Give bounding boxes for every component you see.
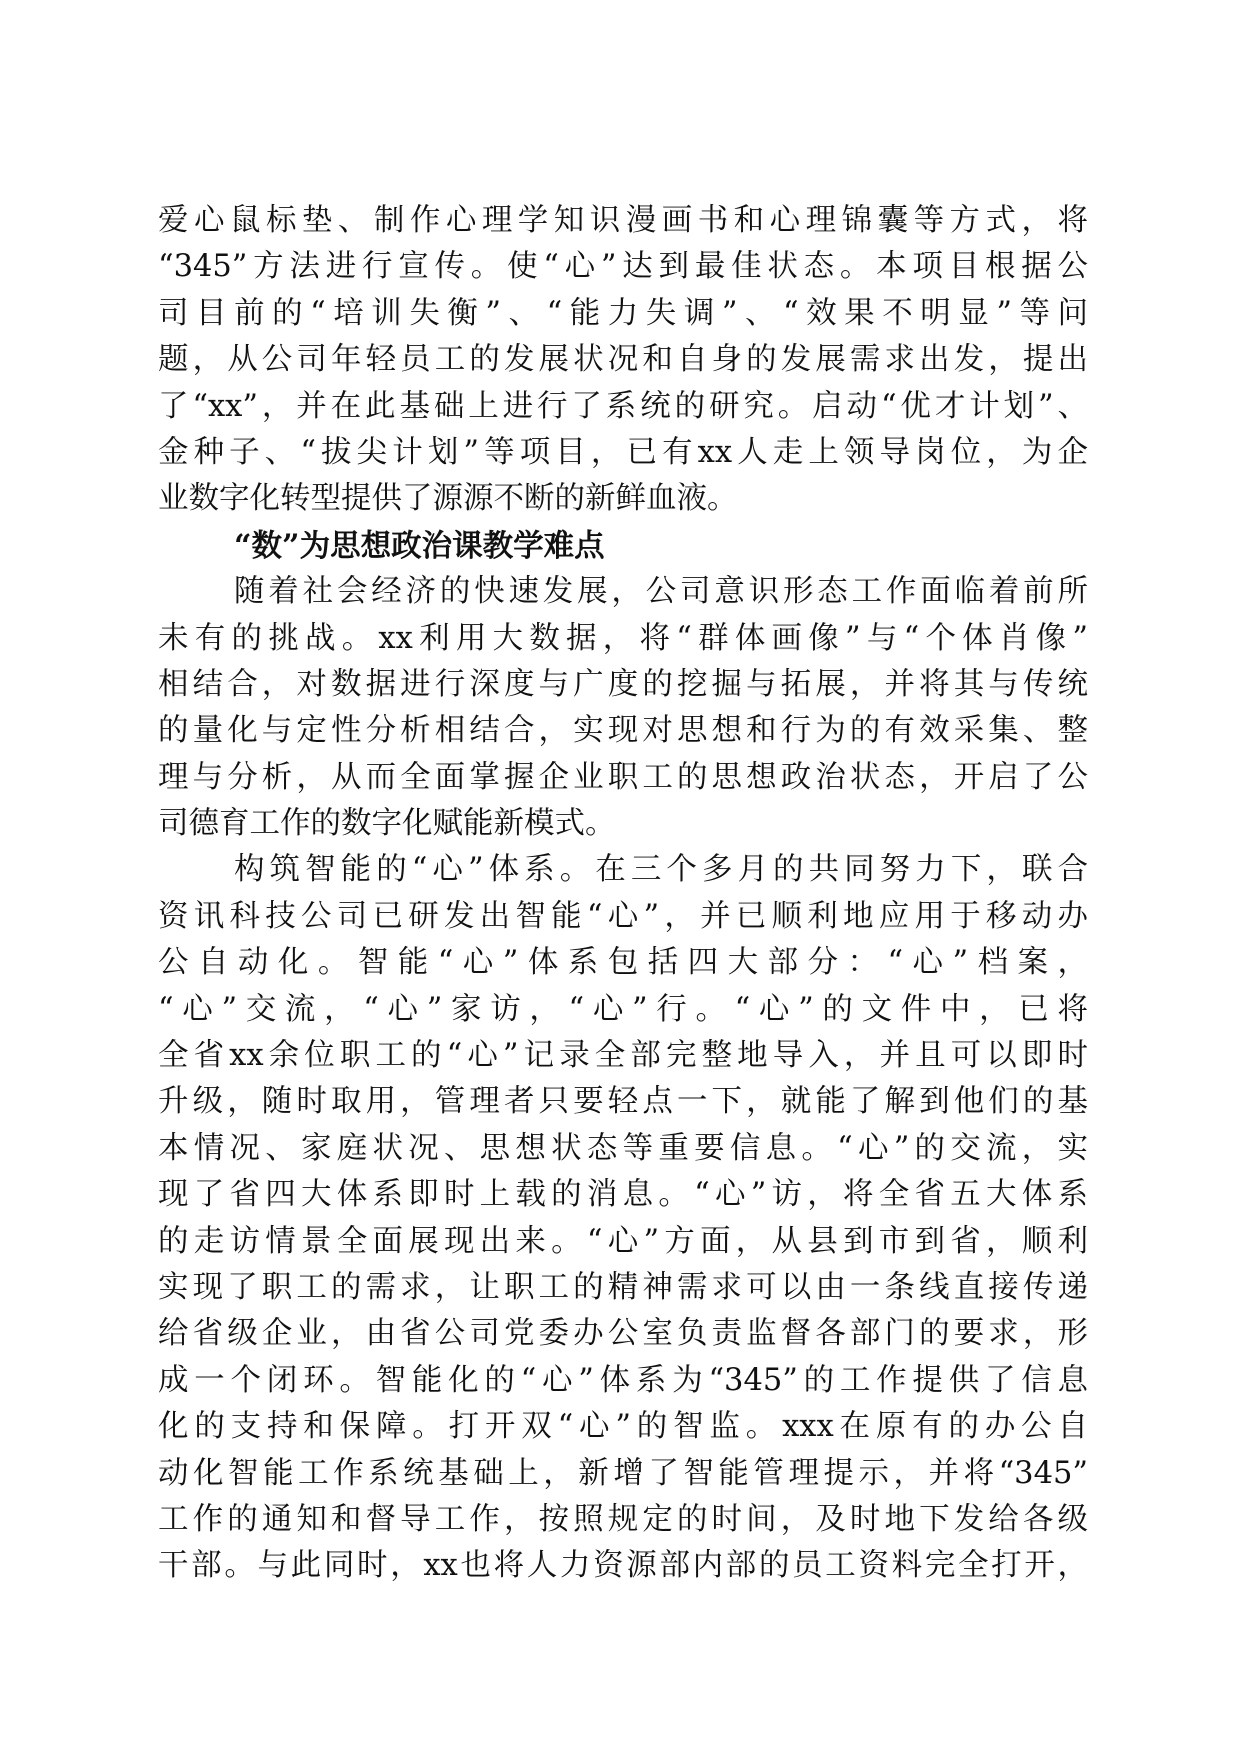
text-line: 的走访情景全面展现出来。“心”方面，从县到市到省，顺利 — [158, 1223, 1088, 1259]
text-line: 随着社会经济的快速发展，公司意识形态工作面临着前所 — [234, 574, 1088, 610]
paragraph-1 — [158, 198, 1088, 523]
text-line: 现了省四大体系即时上载的消息。“心”访，将全省五大体系 — [158, 1177, 1088, 1213]
text-line: 动化智能工作系统基础上，新增了智能管理提示，并将“345” — [158, 1455, 1088, 1491]
paragraph-3 — [158, 847, 1088, 1589]
text-line: 本情况、家庭状况、思想状态等重要信息。“心”的交流，实 — [158, 1130, 1088, 1166]
text-line: 未有的挑战。xx利用大数据，将“群体画像”与“个体肖像” — [158, 620, 1088, 656]
text-line: 理与分析，从而全面掌握企业职工的思想政治状态，开启了公 — [158, 759, 1088, 795]
text-line: 金种子、“拔尖计划”等项目，已有xx人走上领导岗位，为企 — [158, 434, 1088, 470]
text-line: 工作的通知和督导工作，按照规定的时间，及时地下发给各级 — [158, 1501, 1088, 1537]
document-body — [158, 198, 1088, 1590]
text-line: 了“xx”，并在此基础上进行了系统的研究。启动“优才计划”、 — [158, 388, 1088, 424]
text-line: 司德育工作的数字化赋能新模式。 — [158, 806, 616, 842]
text-line: 构筑智能的“心”体系。在三个多月的共同努力下，联合 — [234, 852, 1088, 888]
text-line: 司目前的“培训失衡”、“能力失调”、“效果不明显”等问 — [158, 295, 1088, 331]
text-line: 实现了职工的需求，让职工的精神需求可以由一条线直接传递 — [158, 1269, 1088, 1305]
text-line: 相结合，对数据进行深度与广度的挖掘与拓展，并将其与传统 — [158, 666, 1088, 702]
text-line: 给省级企业，由省公司党委办公室负责监督各部门的要求，形 — [158, 1316, 1088, 1352]
text-line: 成一个闭环。智能化的“心”体系为“345”的工作提供了信息 — [158, 1362, 1088, 1398]
text-line: “345”方法进行宣传。使“心”达到最佳状态。本项目根据公 — [158, 249, 1088, 285]
text-line: “心”交流，“心”家访，“心”行。“心”的文件中，已将 — [158, 991, 1088, 1027]
text-line: 的量化与定性分析相结合，实现对思想和行为的有效采集、整 — [158, 713, 1088, 749]
text-line: 公自动化。智能“心”体系包括四大部分：“心”档案， — [158, 945, 1088, 981]
text-line: 爱心鼠标垫、制作心理学知识漫画书和心理锦囊等方式，将 — [158, 203, 1088, 238]
paragraph-2 — [158, 569, 1088, 847]
section-heading: “数”为思想政治课教学难点 — [234, 527, 605, 564]
text-line: 化的支持和保障。打开双“心”的智监。xxx在原有的办公自 — [158, 1409, 1088, 1445]
text-line: 升级，随时取用，管理者只要轻点一下，就能了解到他们的基 — [158, 1084, 1088, 1120]
text-line: 题，从公司年轻员工的发展状况和自身的发展需求出发，提出 — [158, 342, 1088, 378]
text-line: 干部。与此同时，xx也将人力资源部内部的员工资料完全打开， — [158, 1548, 1088, 1584]
text-line: 全省xx余位职工的“心”记录全部完整地导入，并且可以即时 — [158, 1038, 1088, 1074]
text-line: 业数字化转型提供了源源不断的新鲜血液。 — [158, 481, 738, 517]
text-line: 资讯科技公司已研发出智能“心”，并已顺利地应用于移动办 — [158, 898, 1088, 934]
